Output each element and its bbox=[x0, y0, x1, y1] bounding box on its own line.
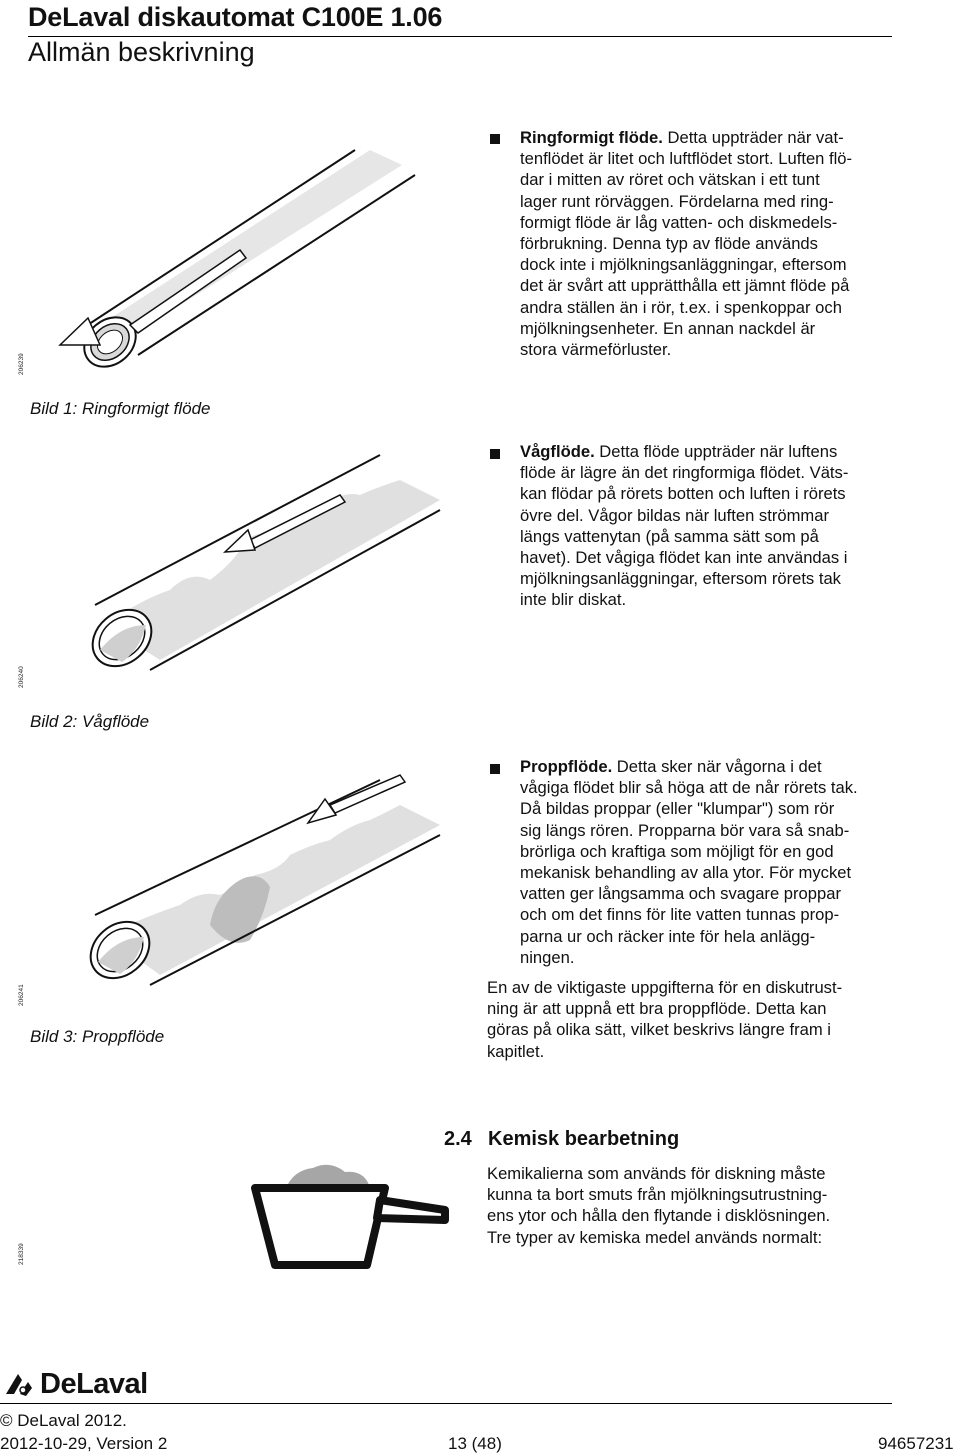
annular-flow-paragraph bbox=[520, 127, 900, 360]
paragraph-line: stora värmeförluster. bbox=[520, 340, 672, 360]
logo-text: DeLaval bbox=[40, 1368, 148, 1400]
wave-flow-term: Vågflöde. bbox=[520, 442, 595, 461]
annular-flow-term: Ringformigt flöde. bbox=[520, 128, 663, 147]
paragraph-line: dar i mitten av röret och vätskan i ett tunt bbox=[520, 170, 820, 190]
paragraph-line: Tre typer av kemiska medel används normalt: bbox=[487, 1227, 823, 1247]
bullet-marker bbox=[490, 449, 500, 459]
paragraph-line: brörliga och kraftiga som möjligt för en god bbox=[520, 841, 834, 861]
footer-date-version: 2012-10-29, Version 2 bbox=[0, 1434, 168, 1453]
figure-id-4: 218339 bbox=[18, 1243, 25, 1265]
footer-document-number: 94657231 bbox=[878, 1434, 954, 1453]
paragraph-line: sig längs rören. Propparna bör vara så snab- bbox=[520, 820, 850, 840]
paragraph-line: inte blir diskat. bbox=[520, 590, 627, 610]
figure-id-2: 206240 bbox=[18, 666, 25, 688]
paragraph-line: Kemikalierna som används för diskning måste bbox=[487, 1164, 826, 1183]
document-title: DeLaval diskautomat C100E 1.06 bbox=[28, 2, 443, 32]
paragraph-line: och om det finns för lite vatten tunnas prop- bbox=[520, 905, 840, 925]
bullet-marker bbox=[490, 134, 500, 144]
figure-id-3: 206241 bbox=[18, 984, 25, 1006]
paragraph-line: mekanisk behandling av alla ytor. För mycket bbox=[520, 863, 852, 883]
paragraph-line: tenflödet är litet och luftflödet stort. Luften flö- bbox=[520, 149, 853, 169]
footer-divider bbox=[0, 1403, 892, 1404]
footer-page-number: 13 (48) bbox=[448, 1434, 502, 1453]
summary-paragraph bbox=[487, 977, 897, 1062]
paragraph-line: Detta sker när vågorna i det bbox=[612, 757, 822, 776]
delaval-logo-icon bbox=[4, 1372, 34, 1398]
paragraph-line: vågiga flödet blir så höga att de når rörets tak. bbox=[520, 778, 858, 798]
wave-flow-illustration bbox=[40, 450, 480, 690]
paragraph-line: kapitlet. bbox=[487, 1041, 545, 1061]
figure-caption-2: Bild 2: Vågflöde bbox=[30, 712, 150, 731]
paragraph-line: förbrukning. Denna typ av flöde används bbox=[520, 234, 818, 254]
paragraph-line: lager runt rörväggen. Fördelarna med ring- bbox=[520, 191, 834, 211]
wave-flow-paragraph bbox=[520, 441, 900, 611]
paragraph-line: det är svårt att upprätthålla ett jämnt flöde på bbox=[520, 276, 850, 296]
paragraph-line: ningen. bbox=[520, 947, 575, 967]
paragraph-line: kunna ta bort smuts från mjölkningsutrustning- bbox=[487, 1185, 828, 1205]
paragraph-line: Då bildas proppar (eller "klumpar") som rör bbox=[520, 799, 835, 819]
measuring-scoop-illustration bbox=[245, 1160, 445, 1280]
paragraph-line: längs vattenytan (på samma sätt som på bbox=[520, 526, 819, 546]
paragraph-line: ens ytor och hålla den flytande i disklösningen. bbox=[487, 1206, 831, 1226]
figure-id-1: 206239 bbox=[18, 353, 25, 375]
paragraph-line: formigt flöde är låg vatten- och diskmedels- bbox=[520, 212, 838, 232]
paragraph-line: övre del. Vågor bildas när luften strömmar bbox=[520, 505, 829, 525]
paragraph-line: dock inte i mjölkningsanläggningar, eftersom bbox=[520, 255, 847, 275]
section-paragraph bbox=[487, 1163, 897, 1248]
section-title: Kemisk bearbetning bbox=[488, 1128, 680, 1150]
paragraph-line: Detta uppträder när vat- bbox=[662, 128, 844, 147]
paragraph-line: mjölkningsenheter. En annan nackdel är bbox=[520, 318, 816, 338]
figure-caption-1: Bild 1: Ringformigt flöde bbox=[30, 399, 211, 418]
paragraph-line: flöde är lägre än det ringformiga flödet. Väts- bbox=[520, 463, 849, 483]
paragraph-line: andra ställen än i rör, t.ex. i spenkoppar och bbox=[520, 297, 842, 317]
delaval-logo bbox=[4, 1368, 148, 1401]
document-subtitle: Allmän beskrivning bbox=[28, 37, 255, 67]
footer-copyright: © DeLaval 2012. bbox=[0, 1411, 127, 1430]
bullet-marker bbox=[490, 764, 500, 774]
annular-flow-illustration bbox=[40, 130, 480, 380]
slug-flow-illustration bbox=[40, 775, 480, 1005]
slug-flow-term: Proppflöde. bbox=[520, 757, 613, 776]
paragraph-line: Detta flöde uppträder när luftens bbox=[594, 442, 838, 461]
paragraph-line: mjölkningsanläggningar, eftersom rörets tak bbox=[520, 569, 841, 589]
slug-flow-paragraph bbox=[520, 756, 900, 968]
paragraph-line: parna ur och räcker inte för hela anlägg- bbox=[520, 926, 816, 946]
paragraph-line: kan flödar på rörets botten och luften i rörets bbox=[520, 484, 846, 504]
paragraph-line: vatten ger långsamma och svagare proppar bbox=[520, 884, 841, 904]
paragraph-line: havet). Det vågiga flödet kan inte användas i bbox=[520, 548, 848, 568]
paragraph-line: ning är att uppnå ett bra proppflöde. Detta kan bbox=[487, 999, 827, 1019]
section-number: 2.4 bbox=[444, 1128, 472, 1150]
paragraph-line: En av de viktigaste uppgifterna för en diskutrust- bbox=[487, 978, 843, 997]
paragraph-line: göras på olika sätt, vilket beskrivs längre fram i bbox=[487, 1020, 831, 1040]
figure-caption-3: Bild 3: Proppflöde bbox=[30, 1027, 165, 1046]
